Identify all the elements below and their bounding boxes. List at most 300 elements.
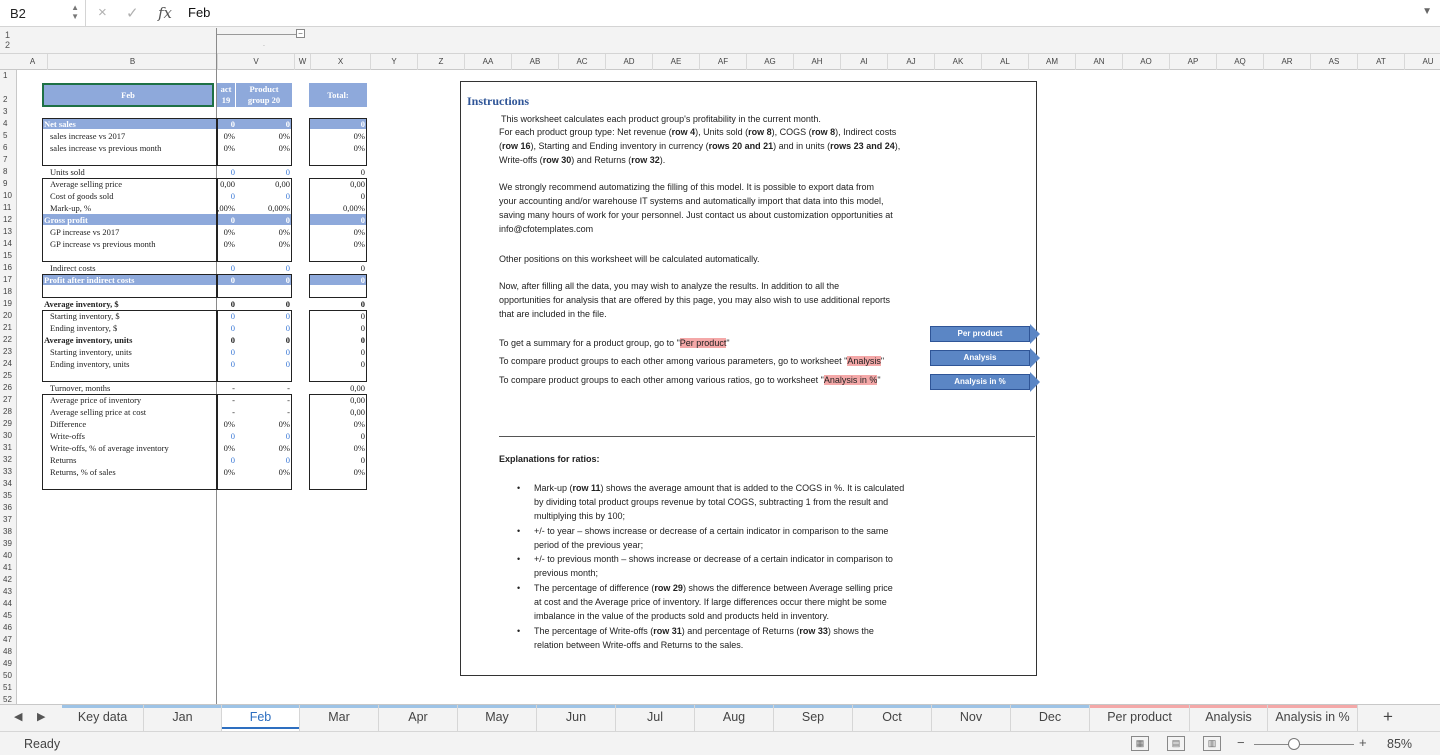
cell-product-19[interactable]: 0,00 [220,179,235,189]
column-header[interactable]: W [295,54,311,70]
row-label[interactable]: sales increase vs previous month [50,143,162,153]
arrow-right-icon [1030,324,1040,344]
row-header[interactable]: 11 [3,203,12,212]
collapse-group-icon[interactable]: − [296,29,305,38]
cell-total[interactable]: 0 [360,263,365,273]
cell-product-19[interactable]: 0 [230,119,235,129]
confirm-icon[interactable]: ✓ [126,5,139,22]
row-header[interactable]: 29 [3,419,12,428]
cell-total[interactable]: 0 [360,299,365,309]
zoom-slider-track[interactable] [1254,744,1354,745]
block-border [42,310,217,382]
block-border [42,118,217,166]
text: For each product group type: Net revenue ( [499,127,672,137]
bullet-icon: • [517,483,521,493]
row-header[interactable]: 17 [3,275,12,284]
row-label[interactable]: Difference [50,419,87,429]
cell-product-20[interactable]: 0 [285,275,290,285]
row-header[interactable]: 30 [3,431,12,440]
cell-product-20[interactable]: 0% [278,443,290,453]
zoom-out-button[interactable]: − [1237,735,1245,750]
text: ). [659,155,666,165]
cell-product-19[interactable]: 0 [230,347,235,357]
row-header[interactable]: 20 [3,311,12,320]
name-box-value: B2 [10,6,26,21]
cell-product-20[interactable]: 0 [285,299,290,309]
cell-product-19[interactable]: 0% [223,443,235,453]
text-bold: row 11 [572,483,601,493]
column-header[interactable]: AU [1405,54,1440,70]
cell-total[interactable]: 0 [360,215,365,225]
cell-total[interactable]: 0% [353,443,365,453]
sheet-tab[interactable] [853,705,932,731]
row-header[interactable]: 52 [3,695,12,704]
cell-product-20[interactable]: 0% [278,227,290,237]
row-label[interactable]: Gross profit [44,215,88,225]
row-header[interactable]: 44 [3,599,12,608]
cell-product-20[interactable]: 0% [278,419,290,429]
instr-p1-line2 [499,125,896,139]
sheet-tab-label: Per product [1107,710,1172,724]
row-header[interactable]: 33 [3,467,12,476]
cell-total[interactable]: 0 [360,431,365,441]
column-header[interactable]: AS [1311,54,1358,70]
text: ), [894,141,901,151]
cell-product-20[interactable]: - [287,395,290,405]
row-header[interactable]: 8 [3,167,8,176]
row-header[interactable]: 10 [3,191,12,200]
sheet-tab-label: Dec [1038,710,1062,724]
row-header[interactable]: 40 [3,551,12,560]
row-header[interactable]: 18 [3,287,12,296]
row-header[interactable]: 19 [3,299,12,308]
bullet-icon: • [517,583,521,593]
row-label[interactable]: Average inventory, units [44,335,133,345]
column-header[interactable]: AR [1264,54,1311,70]
bullet-3-line2: previous month; [534,568,599,578]
cell-product-20[interactable]: 0 [285,191,290,201]
row-header[interactable]: 41 [3,563,12,572]
cell-total[interactable]: 0% [353,239,365,249]
row-header[interactable]: 13 [3,227,12,236]
text: To compare product groups to each other among various ratios, go to worksheet " [499,375,824,385]
row-label[interactable]: Cost of goods sold [50,191,114,201]
row-label[interactable]: Average selling price [50,179,123,189]
column-header[interactable]: AN [1076,54,1123,70]
analysis-pct-link[interactable]: Analysis in % [823,375,878,385]
instructions-title: Instructions [467,94,530,108]
row-label[interactable]: Write-offs [50,431,85,441]
name-box[interactable] [0,0,86,26]
cell-product-19[interactable]: - [232,395,235,405]
column-header[interactable]: AP [1170,54,1217,70]
column-header[interactable]: AD [606,54,653,70]
arrow-right-icon [1030,372,1040,392]
instr-p2-line3: saving many hours of work for your personnel. Just contact us about customization opportunities at [499,210,893,220]
sheet-tab[interactable] [222,705,300,731]
text: To compare product groups to each other among various parameters, go to worksheet " [499,356,848,366]
cell-total[interactable]: 0% [353,467,365,477]
text: ), Starting and Ending inventory in currency ( [530,141,709,151]
instr-p1-line4 [499,153,665,167]
text-bold: row 32 [631,155,660,165]
sheet-tab[interactable] [1011,705,1090,731]
text: ), Units sold ( [695,127,749,137]
cell-product-20[interactable]: 0 [285,347,290,357]
row-header[interactable]: 15 [3,251,12,260]
cell-product-19[interactable]: 0% [223,419,235,429]
cell-total[interactable]: 0,00 [350,179,365,189]
text: " [877,375,881,385]
tab-color-bar [62,705,143,708]
block-border [309,118,367,166]
row-header[interactable]: 12 [3,215,12,224]
text-bold: row 8 [811,127,836,137]
column-header[interactable]: AB [512,54,559,70]
zoom-slider-handle[interactable] [1288,738,1300,750]
zoom-level[interactable]: 85% [1387,737,1413,751]
row-header[interactable]: 7 [3,155,8,164]
column-header[interactable]: V [218,54,295,70]
sheet-tab[interactable] [458,705,537,731]
column-header[interactable]: AL [982,54,1029,70]
instr-p2-line2: your accounting and/or warehouse IT systems and automatically import that data into this model, [499,196,884,206]
cell-total[interactable]: 0 [360,323,365,333]
outline-dot: . [263,41,265,48]
chevron-down-icon[interactable]: ▼ [1422,6,1432,17]
col-v-header-line1: Product [249,84,279,94]
text-bold: row 8 [748,127,772,137]
tab-scroll-right-icon[interactable]: ▶ [37,711,46,723]
sheet-tab-label: Analysis [1205,710,1252,724]
cell-product-19[interactable]: - [232,383,235,393]
sheet-tab-label: May [485,710,509,724]
row-header[interactable]: 1 [3,71,8,80]
cell-total[interactable]: 0 [360,167,365,177]
row-label[interactable]: GP increase vs 2017 [50,227,120,237]
column-header[interactable]: AA [465,54,512,70]
cell-product-19[interactable]: 0 [230,215,235,225]
tab-color-bar [932,705,1010,708]
sheet-tab[interactable] [695,705,774,731]
sheet-tab[interactable] [1268,705,1358,731]
cell-product-20[interactable]: 0 [285,431,290,441]
add-sheet-button[interactable]: + [1383,707,1393,726]
row-label[interactable]: sales increase vs 2017 [50,131,126,141]
row-label[interactable]: Profit after indirect costs [44,275,135,285]
row-label[interactable]: Net sales [44,119,76,129]
analysis-link[interactable]: Analysis [847,356,881,366]
row-header[interactable]: 38 [3,527,12,536]
cell-product-19[interactable]: 0 [230,323,235,333]
sheet-tab[interactable] [774,705,853,731]
column-header[interactable]: AG [747,54,794,70]
column-header[interactable]: B [48,54,218,70]
row-header[interactable]: 50 [3,671,12,680]
row-label[interactable]: Returns, % of sales [50,467,116,477]
tab-color-bar [774,705,852,708]
tab-color-bar [458,705,536,708]
row-label[interactable]: Starting inventory, $ [50,311,120,321]
instr-link-analysis [499,354,884,368]
instr-contact-email[interactable]: info@cfotemplates.com [499,224,594,234]
section-divider [499,436,1035,437]
text-bold: rows 20 and 21 [708,141,774,151]
sheet-tab[interactable] [62,705,144,731]
tab-color-bar [1268,705,1357,708]
cancel-icon[interactable]: × [98,4,107,21]
cell-product-20[interactable]: 0 [285,215,290,225]
column-header[interactable]: AO [1123,54,1170,70]
block-border [217,178,292,262]
row-header[interactable]: 37 [3,515,12,524]
cell-total[interactable]: 0 [360,347,365,357]
cell-product-19[interactable]: 0 [230,275,235,285]
arrow-right-icon [1030,348,1040,368]
column-header[interactable]: X [311,54,371,70]
column-header[interactable]: Z [418,54,465,70]
sheet-tab-label: Oct [882,710,902,724]
column-header[interactable]: Y [371,54,418,70]
row-header[interactable]: 46 [3,623,12,632]
cell-product-20[interactable]: 0,00 [275,179,290,189]
cell-total[interactable]: 0 [360,455,365,465]
cell-product-19[interactable]: ,00% [217,203,235,213]
cell-product-20[interactable]: 0 [285,119,290,129]
cell-total[interactable]: 0 [360,311,365,321]
month-header: Feb [121,90,135,100]
row-header[interactable]: 34 [3,479,12,488]
outline-level-1-button[interactable]: 1 [5,30,11,40]
cell-product-20[interactable]: 0% [278,467,290,477]
row-header[interactable]: 26 [3,383,12,392]
bullet-5-line2: relation between Write-offs and Returns to the sales. [534,640,744,650]
tab-scroll-left-icon[interactable]: ◀ [14,711,23,723]
analysis-button-label: Analysis [930,350,1030,366]
function-icon[interactable]: fx [158,4,173,22]
cell-product-20[interactable]: 0 [285,335,290,345]
cell-total[interactable]: 0% [353,143,365,153]
cell-product-19[interactable]: 0% [223,239,235,249]
sheet-tab[interactable] [932,705,1011,731]
column-header[interactable]: AK [935,54,982,70]
sheet-tab-label: Nov [959,710,983,724]
block-border [217,118,292,166]
sheet-tab[interactable] [616,705,695,731]
text: ) shows the average amount that is added to the COGS in %. It is calculated [600,483,905,493]
row-header[interactable]: 3 [3,107,8,116]
cell-total[interactable]: 0 [360,191,365,201]
normal-view-icon[interactable]: ▦ [1131,736,1149,751]
column-header[interactable]: AI [841,54,888,70]
cell-product-20[interactable]: 0% [278,131,290,141]
instr-p4-line1: Now, after filling all the data, you may wish to analyze the results. In addition to all the [499,281,840,291]
row-header[interactable]: 9 [3,179,8,188]
row-header[interactable]: 42 [3,575,12,584]
cell-product-19[interactable]: - [232,407,235,417]
column-header[interactable]: AT [1358,54,1405,70]
row-header[interactable]: 39 [3,539,12,548]
row-header[interactable]: 27 [3,395,12,404]
bullet-2-line1: +/- to year – shows increase or decrease of a certain indicator in comparison to the same [534,526,889,536]
row-label[interactable]: Average price of inventory [50,395,142,405]
cell-product-19[interactable]: 0 [230,359,235,369]
cell-product-19[interactable]: 0 [230,167,235,177]
cell-product-20[interactable]: 0% [278,143,290,153]
per-product-link[interactable]: Per product [679,338,727,348]
row-header[interactable]: 21 [3,323,12,332]
row-label[interactable]: Units sold [50,167,85,177]
block-border [217,310,292,382]
column-header[interactable]: AE [653,54,700,70]
cell-product-20[interactable]: 0,00% [268,203,290,213]
bullet-2-line2: period of the previous year; [534,540,644,550]
cell-product-19[interactable]: 0 [230,335,235,345]
sheet-tab[interactable] [144,705,222,731]
cell-product-20[interactable]: 0 [285,263,290,273]
cell-total[interactable]: 0 [360,119,365,129]
page-break-view-icon[interactable]: ▥ [1203,736,1221,751]
row-label[interactable]: Write-offs, % of average inventory [50,443,169,453]
text: ) shows the difference between Average selling price [682,583,893,593]
zoom-in-button[interactable]: + [1359,735,1367,750]
cell-total[interactable]: 0 [360,275,365,285]
row-header[interactable]: 28 [3,407,12,416]
text: ) and in units ( [773,141,831,151]
row-header[interactable]: 35 [3,491,12,500]
cell-product-19[interactable]: 0 [230,311,235,321]
block-border [309,310,367,382]
row-header[interactable]: 6 [3,143,8,152]
cell-total[interactable]: 0% [353,131,365,141]
row-label[interactable]: Returns [50,455,77,465]
row-header[interactable]: 22 [3,335,12,344]
cell-product-19[interactable]: 0 [230,299,235,309]
text-bold: row 29 [654,583,683,593]
cell-total[interactable]: 0,00 [350,383,365,393]
analysis-pct-button-label: Analysis in % [930,374,1030,390]
column-header[interactable]: A [18,54,48,70]
row-header[interactable]: 14 [3,239,12,248]
text: ) and Returns ( [571,155,632,165]
row-header[interactable]: 48 [3,647,12,656]
row-header[interactable]: 5 [3,131,8,140]
row-label[interactable]: Ending inventory, units [50,359,130,369]
row-header[interactable]: 25 [3,371,12,380]
text-bold: row 31 [653,626,682,636]
tab-color-bar [300,705,378,708]
sheet-tab[interactable] [537,705,616,731]
cell-product-20[interactable]: 0 [285,359,290,369]
cell-product-19[interactable]: 0% [223,131,235,141]
block-border [42,394,217,490]
cell-total[interactable]: 0,00% [343,203,365,213]
column-header[interactable]: AJ [888,54,935,70]
column-header[interactable]: AM [1029,54,1076,70]
cell-total[interactable]: 0 [360,335,365,345]
row-header[interactable]: 36 [3,503,12,512]
cell-total[interactable]: 0% [353,227,365,237]
bullet-1-line2: by dividing total product groups revenue by total COGS, subtracting 1 from the result and [534,497,889,507]
column-header[interactable]: AQ [1217,54,1264,70]
cell-total[interactable]: 0 [360,359,365,369]
status-text: Ready [24,737,61,751]
row-label[interactable]: Starting inventory, units [50,347,132,357]
column-header[interactable]: AH [794,54,841,70]
column-header[interactable]: AC [559,54,606,70]
row-label[interactable]: GP increase vs previous month [50,239,156,249]
column-header[interactable]: AF [700,54,747,70]
instructions-panel [460,81,1037,676]
bullet-1-line1 [534,481,904,495]
cell-product-19[interactable]: 0% [223,467,235,477]
cell-product-19[interactable]: 0 [230,263,235,273]
row-label[interactable]: Average inventory, $ [44,299,119,309]
name-box-spinner-icon[interactable]: ▲ ▼ [71,3,79,21]
formula-input[interactable]: Feb [188,5,211,20]
row-header[interactable]: 23 [3,347,12,356]
sheet-tab-label: Key data [77,710,128,724]
cell-product-20[interactable]: - [287,407,290,417]
row-label[interactable]: Ending inventory, $ [50,323,118,333]
sheet-tab-label: Aug [722,710,746,724]
row-label[interactable]: Indirect costs [50,263,96,273]
outline-group-line [216,34,296,35]
row-header[interactable]: 31 [3,443,12,452]
cell-product-19[interactable]: 0 [230,191,235,201]
explanations-title: Explanations for ratios: [499,454,600,464]
row-header[interactable]: 49 [3,659,12,668]
cell-total[interactable]: 0,00 [350,407,365,417]
sheet-tab[interactable] [1090,705,1190,731]
row-header[interactable]: 51 [3,683,12,692]
cell-product-20[interactable]: 0 [285,167,290,177]
cell-product-20[interactable]: - [287,383,290,393]
cell-product-19[interactable]: 0% [223,227,235,237]
page-layout-view-icon[interactable]: ▤ [1167,736,1185,751]
row-header[interactable]: 45 [3,611,12,620]
instr-link-per-product [499,336,730,350]
bullet-3-line1: +/- to previous month – shows increase or decrease of a certain indicator in comparison to [534,554,893,564]
cell-product-20[interactable]: 0 [285,311,290,321]
row-label[interactable]: Average selling price at cost [50,407,147,417]
cell-product-19[interactable]: 0 [230,431,235,441]
row-header[interactable]: 24 [3,359,12,368]
per-product-button-label: Per product [930,326,1030,342]
row-label[interactable]: Turnover, months [50,383,111,393]
bullet-4-line2: at cost and the Average price of inventory. If large differences occur there might be some [534,597,887,607]
outline-level-2-button[interactable]: 2 [5,40,11,50]
cell-product-19[interactable]: 0 [230,455,235,465]
cell-product-20[interactable]: 0 [285,455,290,465]
cell-total[interactable]: 0% [353,419,365,429]
text: " [726,338,730,348]
cell-product-20[interactable]: 0% [278,239,290,249]
row-label[interactable]: Mark-up, % [50,203,92,213]
sheet-tab[interactable] [1190,705,1268,731]
row-header[interactable]: 4 [3,119,8,128]
sheet-tab[interactable] [300,705,379,731]
row-header[interactable]: 32 [3,455,12,464]
row-header[interactable]: 43 [3,587,12,596]
cell-product-20[interactable]: 0 [285,323,290,333]
row-header[interactable]: 2 [3,95,8,104]
cell-product-19[interactable]: 0% [223,143,235,153]
row-header[interactable]: 47 [3,635,12,644]
sheet-tab[interactable] [379,705,458,731]
row-header[interactable]: 16 [3,263,12,272]
cell-total[interactable]: 0,00 [350,395,365,405]
